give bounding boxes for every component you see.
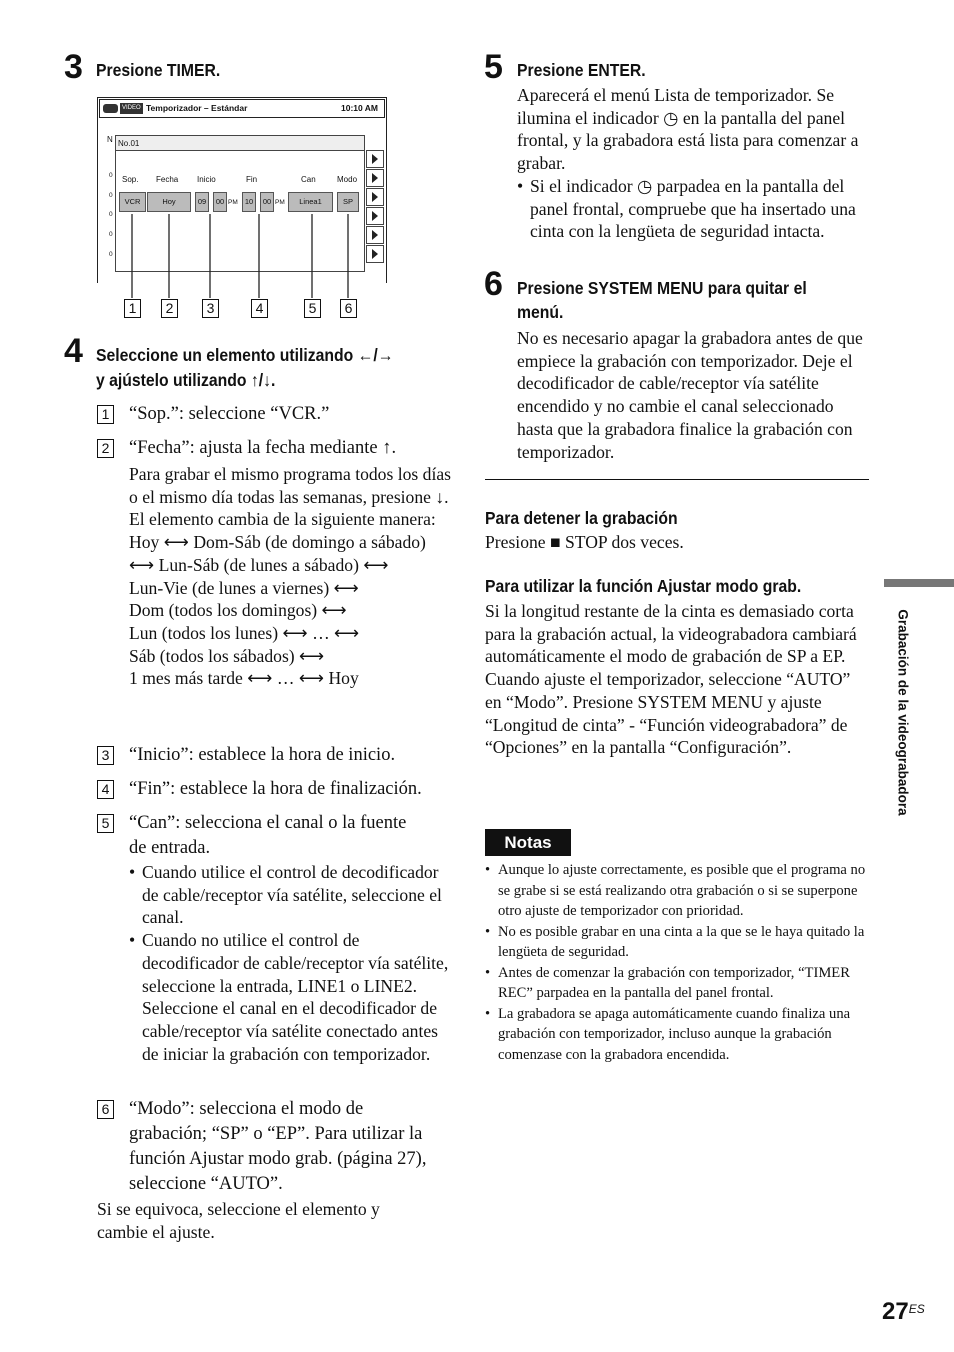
screen-title: Temporizador – Estándar xyxy=(146,103,248,113)
item-6-text: “Modo”: selecciona el modo de xyxy=(129,1099,364,1119)
item-2-details xyxy=(129,463,454,690)
col-can: Can xyxy=(301,175,316,184)
item-2-para2: El elemento cambia de la siguiente manera: xyxy=(129,509,436,530)
item-4-box: 4 xyxy=(97,780,114,799)
row-arrow-icon xyxy=(366,150,384,168)
note-item: • La grabadora se apaga automáticamente cuando finaliza una grabación con temporizador, incluso aunque la grabación comenzase con la grabadora encendida. xyxy=(485,1004,870,1066)
item-2-cycle-6: 1 mes más tarde ⟷ … ⟷ Hoy xyxy=(129,668,359,689)
screen-title-bar xyxy=(99,99,385,118)
callout-2: 2 xyxy=(161,299,178,318)
callout-lines xyxy=(97,170,387,300)
screen-left-col-5: 0 xyxy=(109,251,113,258)
step-5-body xyxy=(517,84,872,243)
step-4-footer: Si se equivoca, seleccione el elemento y cambie el ajuste. xyxy=(97,1199,380,1242)
page-number-value: 27 xyxy=(882,1298,909,1325)
side-tab-label: Grabación de la videograbadora xyxy=(895,609,911,816)
item-1-box: 1 xyxy=(97,405,114,424)
field-start-minute[interactable]: 00 xyxy=(213,192,227,212)
col-inicio: Inicio xyxy=(197,175,216,184)
item-5-bullet-1: • Cuando utilice el control de decodificador de cable/receptor vía satélite, seleccione el canal. xyxy=(129,861,454,929)
callout-4: 4 xyxy=(251,299,268,318)
col-fecha: Fecha xyxy=(156,175,179,184)
notes-list xyxy=(485,860,870,1065)
item-5-box: 5 xyxy=(97,814,114,833)
screen-left-col-0: N xyxy=(107,135,113,144)
screen-left-col-2: 0 xyxy=(109,192,113,199)
step-5-para: Aparecerá el menú Lista de temporizador. Se ilumina el indicador ◷ en la pantalla del panel frontal, y la grabadora está lista para comenzar a grabar. xyxy=(517,85,859,174)
item-2-cycle-4: Lun (todos los lunes) ⟷ … ⟷ xyxy=(129,622,360,643)
step-3-number: 3 xyxy=(64,48,83,86)
step-3-heading: Presione TIMER. xyxy=(96,60,221,80)
step-5-bullet: • Si el indicador ◷ parpadea en la pantalla del panel frontal, compruebe que ha insertado una cinta con la lengüeta de seguridad intacta. xyxy=(517,175,872,243)
item-2-cycle-5: Sáb (todos los sábados) ⟷ xyxy=(129,645,325,666)
video-badge: VIDEO xyxy=(120,103,143,114)
adjust-body xyxy=(485,600,870,759)
screen-left-col-1: 0 xyxy=(109,172,113,179)
stop-heading: Para detener la grabación xyxy=(485,508,678,528)
side-tab-marker xyxy=(884,579,954,587)
note-item: • No es posible grabar en una cinta a la que se le haya quitado la lengüeta de seguridad. xyxy=(485,922,870,963)
item-5-text: “Can”: selecciona el canal o la fuente xyxy=(129,813,407,833)
field-channel[interactable]: Linea1 xyxy=(288,192,333,212)
step-6-heading: Presione SYSTEM MENU para quitar el menú. xyxy=(517,278,807,322)
step-4-heading-line1: Seleccione un elemento utilizando ←/→ xyxy=(96,345,394,365)
field-source[interactable]: VCR xyxy=(119,192,146,212)
item-2-cycle-3: Dom (todos los domingos) ⟷ xyxy=(129,600,347,621)
item-2-para1: Para grabar el mismo programa todos los días o el mismo día todas las semanas, presione ↓. xyxy=(129,464,451,507)
field-end-hour[interactable]: 10 xyxy=(242,192,256,212)
callout-6: 6 xyxy=(340,299,357,318)
step-5-heading: Presione ENTER. xyxy=(517,60,646,80)
field-start-hour[interactable]: 09 xyxy=(195,192,209,212)
adjust-para1: Si la longitud restante de la cinta es demasiado corta para la grabación actual, la videograbadora cambiará automáticamente el modo de grabación de SP a EP. xyxy=(485,601,857,667)
screen-left-col-3: 0 xyxy=(109,211,113,218)
callout-3: 3 xyxy=(202,299,219,318)
note-item: • Aunque lo ajuste correctamente, es posible que el programa no se grabe si se está realizando otra grabación o si se superpone otro ajuste de temporizador con prioridad. xyxy=(485,860,870,922)
item-2-box: 2 xyxy=(97,439,114,458)
item-2-cycle-2: Lun-Vie (de lunes a viernes) ⟷ xyxy=(129,577,359,598)
adjust-para2: Cuando ajuste el temporizador, seleccione “AUTO” en “Modo”. Presione SYSTEM MENU y ajuste “Longitud de cinta” - “Función videograbadora” de “Opciones” en la pantalla “Configuración”. xyxy=(485,669,851,758)
item-6-box: 6 xyxy=(97,1100,114,1119)
tape-icon xyxy=(103,104,118,113)
stop-text: Presione ■ STOP dos veces. xyxy=(485,532,684,552)
item-5-bullet-2: • Cuando no utilice el control de decodificador de cable/receptor vía satélite, seleccione la entrada, LINE1 o LINE2. Seleccione el canal en el decodificador de cable/receptor vía satélite conectado antes de iniciar la grabación con temporizador. xyxy=(129,929,454,1065)
side-tab xyxy=(890,593,910,843)
item-2-text: “Fecha”: ajusta la fecha mediante ↑. xyxy=(129,438,397,458)
section-divider xyxy=(485,479,869,480)
item-2-cycle-0: Hoy ⟷ Dom-Sáb (de domingo a sábado) xyxy=(129,532,426,553)
note-item: • Antes de comenzar la grabación con temporizador, “TIMER REC” parpadea en la pantalla del panel frontal. xyxy=(485,963,870,1004)
col-fin: Fin xyxy=(246,175,258,184)
notes-label: Notas xyxy=(485,829,571,856)
field-end-minute[interactable]: 00 xyxy=(260,192,274,212)
item-3-box: 3 xyxy=(97,746,114,765)
item-5-line2: de entrada. xyxy=(129,838,211,858)
start-ampm: PM xyxy=(228,199,238,206)
item-3-text: “Inicio”: establece la hora de inicio. xyxy=(129,745,396,765)
page-number xyxy=(882,1298,925,1326)
screen-clock: 10:10 AM xyxy=(340,103,378,113)
item-5-bullets xyxy=(129,861,454,1065)
page-number-suffix: ES xyxy=(908,1302,925,1316)
step-6-number: 6 xyxy=(484,265,503,303)
col-modo: Modo xyxy=(337,175,358,184)
step-4-heading-line2: y ajústelo utilizando ↑/↓. xyxy=(96,370,276,390)
screen-left-col-4: 0 xyxy=(109,231,113,238)
item-4-text: “Fin”: establece la hora de finalización. xyxy=(129,779,422,799)
callout-5: 5 xyxy=(304,299,321,318)
step-5-number: 5 xyxy=(484,48,503,86)
item-6-rest: grabación; “SP” o “EP”. Para utilizar la función Ajustar modo grab. (página 27), seleccione “AUTO”. xyxy=(129,1124,427,1194)
field-mode[interactable]: SP xyxy=(337,192,359,212)
col-sop: Sop. xyxy=(122,175,139,184)
item-1-text: “Sop.”: seleccione “VCR.” xyxy=(129,404,330,424)
item-2-cycle-1: ⟷ Lun-Sáb (de lunes a sábado) ⟷ xyxy=(129,554,389,575)
record-number: No.01 xyxy=(118,139,140,148)
field-date[interactable]: Hoy xyxy=(147,192,191,212)
adjust-heading: Para utilizar la función Ajustar modo grab. xyxy=(485,576,802,596)
step-6-para: No es necesario apagar la grabadora antes de que empiece la grabación con temporizador. Deje el decodificador de cable/receptor vía satélite encendido y no cambie el canal seleccionado hasta que la grabadora finalice la grabación con temporizador. xyxy=(517,328,863,462)
callout-1: 1 xyxy=(124,299,141,318)
dialog-header xyxy=(116,136,364,151)
step-4-number: 4 xyxy=(64,332,83,370)
end-ampm: PM xyxy=(275,199,285,206)
